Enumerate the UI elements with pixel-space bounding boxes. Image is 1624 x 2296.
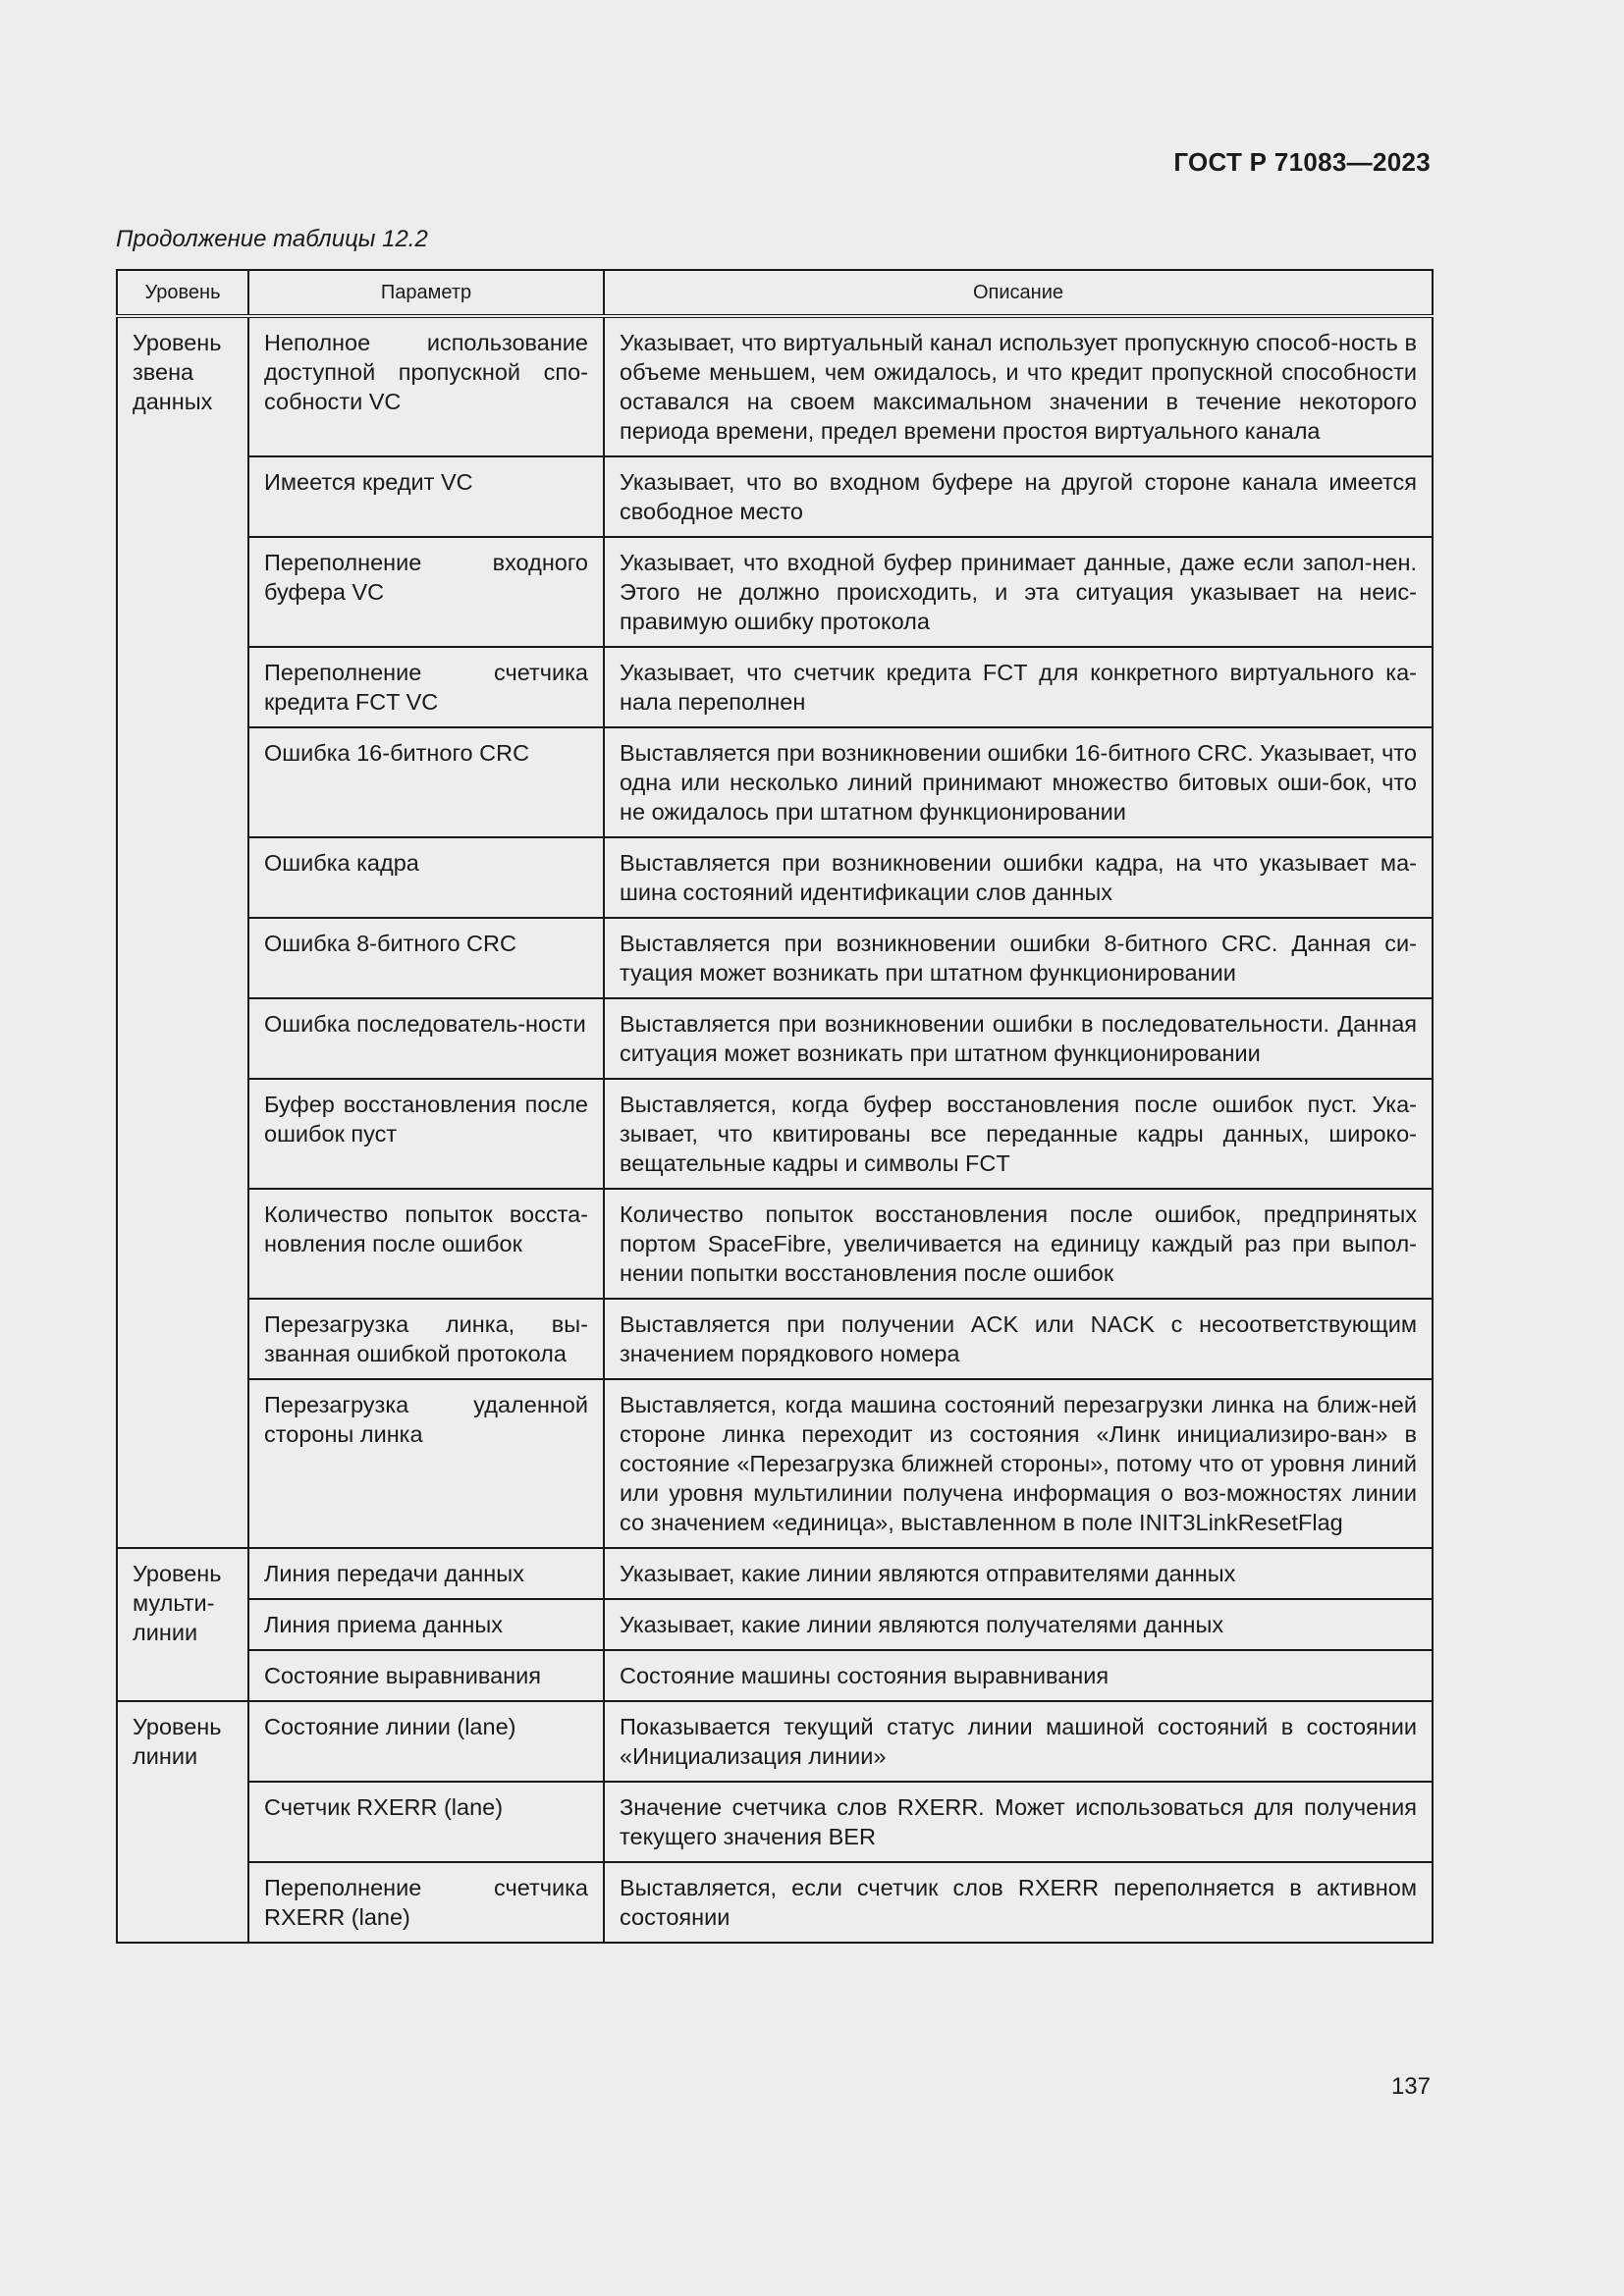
table-row	[117, 316, 1433, 456]
parameter-cell: Количество попыток восста-новления после ошибок	[248, 1189, 604, 1299]
description-cell: Выставляется при возникновении ошибки кадра, на что указывает ма-шина состояний идентификации слов данных	[604, 837, 1433, 918]
table-caption: Продолжение таблицы 12.2	[116, 226, 428, 252]
table-row	[117, 1079, 1433, 1189]
parameter-cell: Перезагрузка удаленной стороны линка	[248, 1379, 604, 1548]
parameter-cell: Ошибка 16-битного CRC	[248, 727, 604, 837]
parameter-cell: Переполнение счетчика RXERR (lane)	[248, 1862, 604, 1943]
table-row	[117, 537, 1433, 647]
table-row	[117, 1599, 1433, 1650]
parameter-cell: Ошибка последователь-ности	[248, 998, 604, 1079]
table-row	[117, 456, 1433, 537]
table-header-row	[117, 270, 1433, 316]
description-cell: Показывается текущий статус линии машиной состояний в состоянии «Инициализация линии»	[604, 1701, 1433, 1782]
table-header	[117, 270, 1433, 316]
table-row	[117, 727, 1433, 837]
description-cell: Значение счетчика слов RXERR. Может использоваться для получения текущего значения BER	[604, 1782, 1433, 1862]
parameter-cell: Буфер восстановления после ошибок пуст	[248, 1079, 604, 1189]
parameter-cell: Имеется кредит VC	[248, 456, 604, 537]
description-cell: Выставляется, когда машина состояний перезагрузки линка на ближ-ней стороне линка переходит из состояния «Линк инициализиро-ван» в состояние «Перезагрузка ближней стороны», потому что от уровня линий или уровня мультилинии получена информация о воз-можностях линии со значением «единица», выставленном в поле INIT3LinkResetFlag	[604, 1379, 1433, 1548]
table-row	[117, 1189, 1433, 1299]
table-row	[117, 647, 1433, 727]
parameter-cell: Ошибка 8-битного CRC	[248, 918, 604, 998]
description-cell: Указывает, что счетчик кредита FCT для конкретного виртуального ка-нала переполнен	[604, 647, 1433, 727]
description-cell: Указывает, что входной буфер принимает данные, даже если запол-нен. Этого не должно происходить, и эта ситуация указывает на неис-правимую ошибку протокола	[604, 537, 1433, 647]
table-row	[117, 1299, 1433, 1379]
table-row	[117, 918, 1433, 998]
level-cell: Уровень звена данных	[117, 316, 248, 1548]
table-row	[117, 1379, 1433, 1548]
description-cell: Указывает, что во входном буфере на другой стороне канала имеется свободное место	[604, 456, 1433, 537]
document-code: ГОСТ Р 71083—2023	[1173, 147, 1431, 177]
table-row	[117, 998, 1433, 1079]
table-row	[117, 1548, 1433, 1599]
parameter-cell: Состояние выравнивания	[248, 1650, 604, 1701]
level-cell: Уровень линии	[117, 1701, 248, 1943]
description-cell: Указывает, какие линии являются отправителями данных	[604, 1548, 1433, 1599]
column-header-description: Описание	[604, 270, 1433, 316]
parameter-table	[116, 269, 1434, 1944]
description-cell: Выставляется при возникновении ошибки 8-битного CRC. Данная си-туация может возникать при штатном функционировании	[604, 918, 1433, 998]
description-cell: Указывает, какие линии являются получателями данных	[604, 1599, 1433, 1650]
page-number: 137	[1390, 2073, 1431, 2100]
description-cell: Выставляется при возникновении ошибки в последовательности. Данная ситуация может возникать при штатном функционировании	[604, 998, 1433, 1079]
table-row	[117, 1701, 1433, 1782]
table-row	[117, 1862, 1433, 1943]
description-cell: Состояние машины состояния выравнивания	[604, 1650, 1433, 1701]
description-cell: Выставляется, когда буфер восстановления после ошибок пуст. Ука-зывает, что квитированы все переданные кадры данных, широко-вещательные кадры и символы FCT	[604, 1079, 1433, 1189]
column-header-level: Уровень	[117, 270, 248, 316]
table-body	[117, 316, 1433, 1943]
parameter-cell: Ошибка кадра	[248, 837, 604, 918]
table-row	[117, 837, 1433, 918]
description-cell: Выставляется, если счетчик слов RXERR переполняется в активном состоянии	[604, 1862, 1433, 1943]
description-cell: Выставляется при возникновении ошибки 16-битного CRC. Указывает, что одна или несколько линий принимают множество битовых оши-бок, что не ожидалось при штатном функционировании	[604, 727, 1433, 837]
description-cell: Выставляется при получении ACK или NACK с несоответствующим значением порядкового номера	[604, 1299, 1433, 1379]
parameter-cell: Состояние линии (lane)	[248, 1701, 604, 1782]
parameter-cell: Переполнение входного буфера VC	[248, 537, 604, 647]
description-cell: Количество попыток восстановления после ошибок, предпринятых портом SpaceFibre, увеличивается на единицу каждый раз при выпол-нении попытки восстановления после ошибок	[604, 1189, 1433, 1299]
parameter-cell: Счетчик RXERR (lane)	[248, 1782, 604, 1862]
description-cell: Указывает, что виртуальный канал использует пропускную способ-ность в объеме меньшем, чем ожидалось, и что кредит пропускной способности оставался на своем максимальном значении в течение некоторого периода времени, предел времени простоя виртуального канала	[604, 316, 1433, 456]
parameter-cell: Перезагрузка линка, вы-званная ошибкой протокола	[248, 1299, 604, 1379]
table-row	[117, 1650, 1433, 1701]
table-row	[117, 1782, 1433, 1862]
parameter-cell: Неполное использование доступной пропускной спо-собности VC	[248, 316, 604, 456]
parameter-cell: Переполнение счетчика кредита FCT VC	[248, 647, 604, 727]
level-cell: Уровень мульти-линии	[117, 1548, 248, 1701]
parameter-cell: Линия приема данных	[248, 1599, 604, 1650]
parameter-cell: Линия передачи данных	[248, 1548, 604, 1599]
column-header-parameter: Параметр	[248, 270, 604, 316]
